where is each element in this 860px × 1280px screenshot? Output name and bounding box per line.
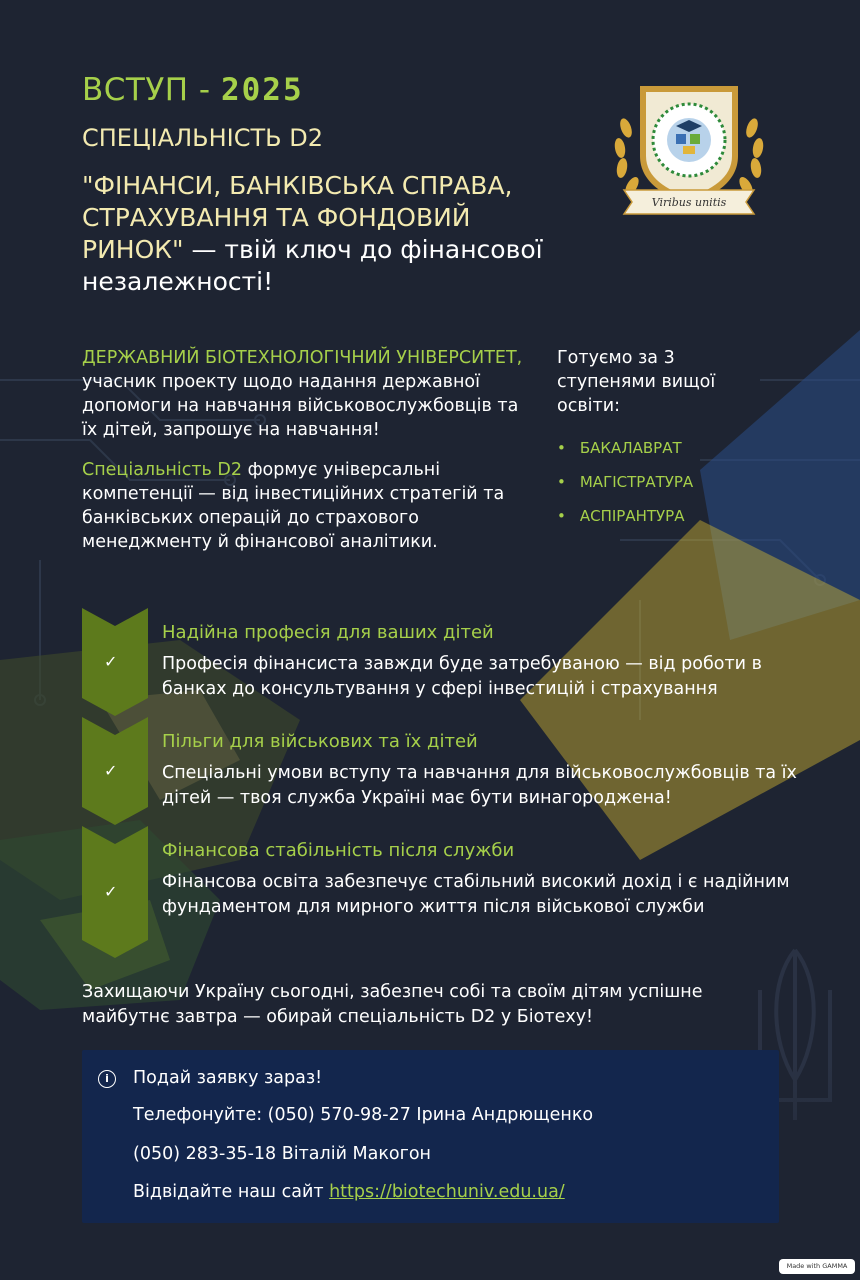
program-tagline: — твій ключ до фінансової незалежності! — [82, 235, 543, 296]
intro-paragraph-university — [82, 346, 532, 442]
intro-paragraph-specialty — [82, 458, 532, 554]
feature-title: Фінансова стабільність після служби — [162, 840, 515, 861]
made-with-gamma-badge[interactable]: Made with GAMMA — [779, 1259, 855, 1274]
crest-motto: Viribus unitis — [651, 196, 727, 209]
check-icon: ✓ — [104, 882, 118, 901]
admission-year: 2025 — [220, 72, 304, 108]
levels-heading: Готуємо за 3 ступенями вищої освіти: — [557, 348, 716, 416]
website-line — [133, 1182, 565, 1202]
intro-section — [82, 346, 532, 570]
apply-heading: Подай заявку зараз! — [133, 1068, 323, 1088]
level-item-master: • МАГІСТРАТУРА — [557, 470, 757, 494]
specialty-title: СПЕЦІАЛЬНІСТЬ D2 — [82, 124, 323, 152]
university-description: учасник проекту щодо надання державної допомоги на навчання військовослужбовців та їх дітей, запрошує на навчання! — [82, 372, 519, 440]
specialty-name: Спеціальність D2 — [82, 460, 243, 480]
feature-title: Надійна професія для ваших дітей — [162, 622, 494, 643]
level-item-bachelor: • БАКАЛАВРАТ — [557, 436, 757, 460]
level-item-phd: • АСПІРАНТУРА — [557, 504, 757, 528]
chevron-marker — [82, 826, 148, 934]
feature-text: Спеціальні умови вступу та навчання для військовослужбовців та їх дітей — твоя служба Україні має бути винагороджена! — [162, 763, 797, 808]
specialty-description: формує універсальні компетенції — від інвестиційних стратегій та банківських операцій до страхового менеджменту й фінансової аналітики. — [82, 460, 505, 552]
closing-statement: Захищаючи Україну сьогодні, забезпеч собі та своїм дітям успішне майбутнє завтра — обирай спеціальність D2 у Біотеху! — [82, 982, 703, 1027]
contact-phone-1: Телефонуйте: (050) 570-98-27 Ірина Андрющенко — [133, 1105, 594, 1125]
admission-title — [82, 72, 304, 108]
website-label: Відвідайте наш сайт — [133, 1182, 330, 1202]
check-icon: ✓ — [104, 761, 118, 780]
website-link[interactable]: https://biotechuniv.edu.ua/ — [329, 1182, 565, 1202]
university-crest-logo — [610, 78, 768, 220]
feature-text: Професія фінансиста завжди буде затребуваною — від роботи в банках до консультування у сфері інвестицій і страхування — [162, 654, 762, 699]
admission-title-prefix: ВСТУП - — [82, 72, 221, 108]
contact-phone-2: (050) 283-35-18 Віталій Макогон — [133, 1144, 431, 1164]
feature-text: Фінансова освіта забезпечує стабільний високий дохід і є надійним фундаментом для мирного життя після військової служби — [162, 872, 790, 917]
apply-now-panel — [82, 1050, 779, 1223]
program-heading — [82, 170, 562, 298]
program-name: "ФІНАНСИ, БАНКІВСЬКА СПРАВА, СТРАХУВАННЯ ТА ФОНДОВИЙ РИНОК" — [82, 171, 513, 264]
check-icon: ✓ — [104, 652, 118, 671]
levels-list — [557, 436, 757, 528]
chevron-marker — [82, 608, 148, 716]
university-name: ДЕРЖАВНИЙ БІОТЕХНОЛОГІЧНИЙ УНІВЕРСИТЕТ, — [82, 348, 523, 368]
feature-title: Пільги для військових та їх дітей — [162, 731, 478, 752]
education-levels — [557, 346, 757, 538]
info-icon: i — [98, 1070, 116, 1088]
chevron-marker — [82, 717, 148, 825]
